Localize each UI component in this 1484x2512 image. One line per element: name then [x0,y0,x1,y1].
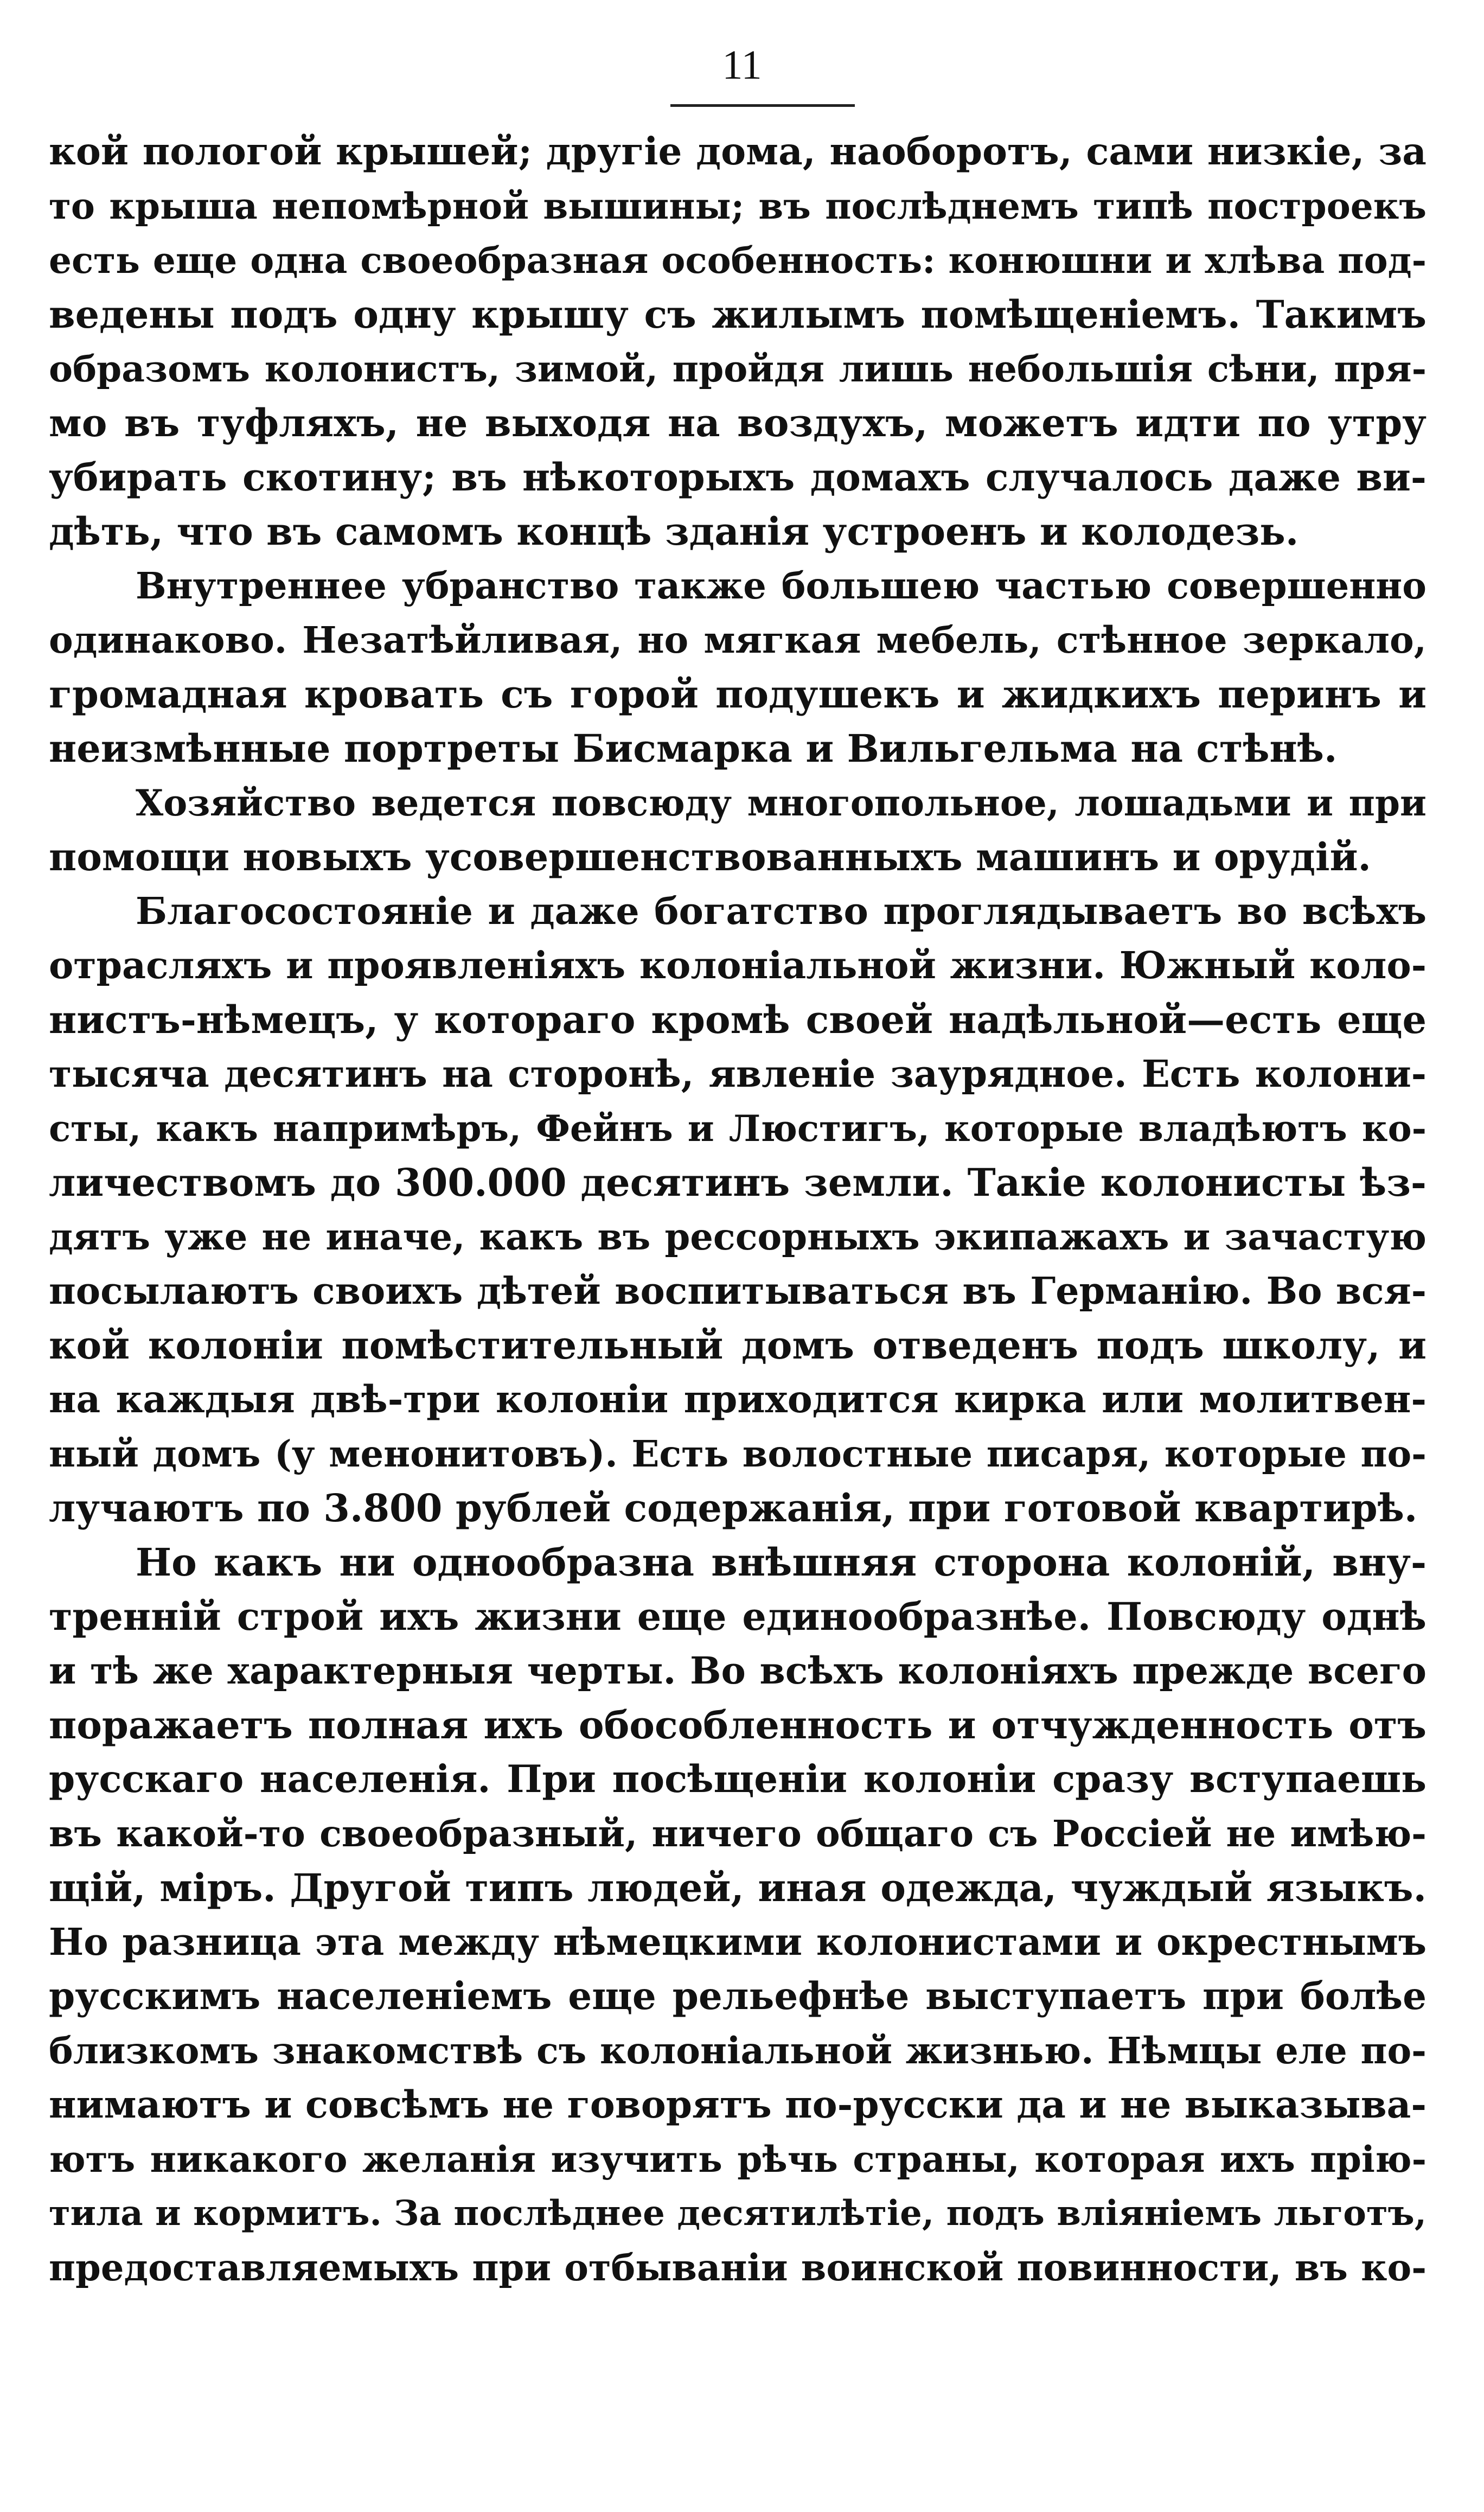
text-line: на каждыя двѣ-три колоніи приходится кирка или молитвен- [49,1378,1427,1421]
text-line: сты, какъ напримѣръ, Фейнъ и Люстигъ, которые владѣютъ ко- [49,1107,1427,1150]
text-line: и тѣ же характерныя черты. Во всѣхъ колоніяхъ прежде всего [49,1649,1427,1693]
text-line: поражаетъ полная ихъ обособленность и отчужденность отъ [49,1703,1427,1748]
text-line: въ какой-то своеобразный, ничего общаго съ Россіей не имѣю- [49,1812,1427,1855]
text-line: ютъ никакого желанія изучить рѣчь страны, которая ихъ прію- [49,2138,1427,2181]
text-line: Благосостояніе и даже богатство проглядываетъ во всѣхъ [136,890,1427,933]
text-line: нимаютъ и совсѣмъ не говорятъ по-русски да и не выказыва- [49,2083,1427,2127]
text-line: нистъ-нѣмецъ, у котораго кромѣ своей надѣльной—есть еще [49,997,1427,1042]
text-line: то крыша непомѣрной вышины; въ послѣднемъ типѣ построекъ [49,185,1427,227]
text-line: ный домъ (у менонитовъ). Есть волостные писаря, которые по- [49,1432,1427,1475]
text-line: лучаютъ по 3.800 рублей содержанія, при готовой квартирѣ. [49,1485,1418,1531]
text-line: помощи новыхъ усовершенствованныхъ машинъ и орудій. [49,834,1371,879]
text-line: посылаютъ своихъ дѣтей воспитываться въ Германію. Во вся- [49,1270,1427,1313]
text-line: кой пологой крышей; другіе дома, наоборотъ, сами низкіе, за [49,130,1427,174]
page-number: 11 [722,42,762,88]
page-number-rule [670,104,855,107]
text-line: щій, міръ. Другой типъ людей, иная одежда, чуждый языкъ. [49,1865,1427,1910]
text-line: Внутреннее убранство также большею частью совершенно [136,564,1427,607]
text-line: русскаго населенія. При посѣщеніи колоніи сразу вступаешь [49,1757,1427,1801]
text-line: одинаково. Незатѣйливая, но мягкая мебель, стѣнное зеркало, [49,619,1427,661]
text-line: предоставляемыхъ при отбываніи воинской повинности, въ ко- [49,2246,1427,2289]
text-line: ведены подъ одну крышу съ жилымъ помѣщеніемъ. Такимъ [49,292,1427,337]
text-line: неизмѣнные портреты Бисмарка и Вильгельма на стѣнѣ. [49,726,1338,771]
text-line: личествомъ до 300.000 десятинъ земли. Такіе колонисты ѣз- [49,1160,1427,1205]
text-line: Но какъ ни однообразна внѣшняя сторона колоній, вну- [136,1540,1427,1585]
text-line: Хозяйство ведется повсюду многопольное, лошадьми и при [136,782,1427,824]
text-line: убирать скотину; въ нѣкоторыхъ домахъ случалось даже ви- [49,455,1427,500]
text-line: кой колоніи помѣстительный домъ отведенъ подъ школу, и [49,1323,1427,1368]
text-line: громадная кровать съ горой подушекъ и жидкихъ перинъ и [49,672,1427,717]
text-line: есть еще одна своеобразная особенность: конюшни и хлѣва под- [49,239,1427,282]
text-line: дятъ уже не иначе, какъ въ рессорныхъ экипажахъ и зачастую [49,1215,1427,1258]
text-line: образомъ колонистъ, зимой, пройдя лишь небольшія сѣни, пря- [49,348,1427,390]
text-line: близкомъ знакомствѣ съ колоніальной жизнью. Нѣмцы еле по- [49,2029,1427,2072]
text-line: дѣть, что въ самомъ концѣ зданія устроенъ и колодезь. [49,509,1299,554]
text-line: тысяча десятинъ на сторонѣ, явленіе заурядное. Есть колони- [49,1053,1427,1096]
text-line: отрасляхъ и проявленіяхъ колоніальной жизни. Южный коло- [49,944,1427,987]
body-text [49,125,1427,2295]
text-line: мо въ туфляхъ, не выходя на воздухъ, можетъ идти по утру [49,400,1427,445]
text-line: тила и кормитъ. За послѣднее десятилѣтіе, подъ вліяніемъ льготъ, [49,2193,1427,2234]
text-line: тренній строй ихъ жизни еще единообразнѣе. Повсюду однѣ [49,1594,1427,1639]
text-line: русскимъ населеніемъ еще рельефнѣе выступаетъ при болѣе [49,1974,1427,2018]
text-line: Но разница эта между нѣмецкими колонистами и окрестнымъ [49,1921,1427,1964]
